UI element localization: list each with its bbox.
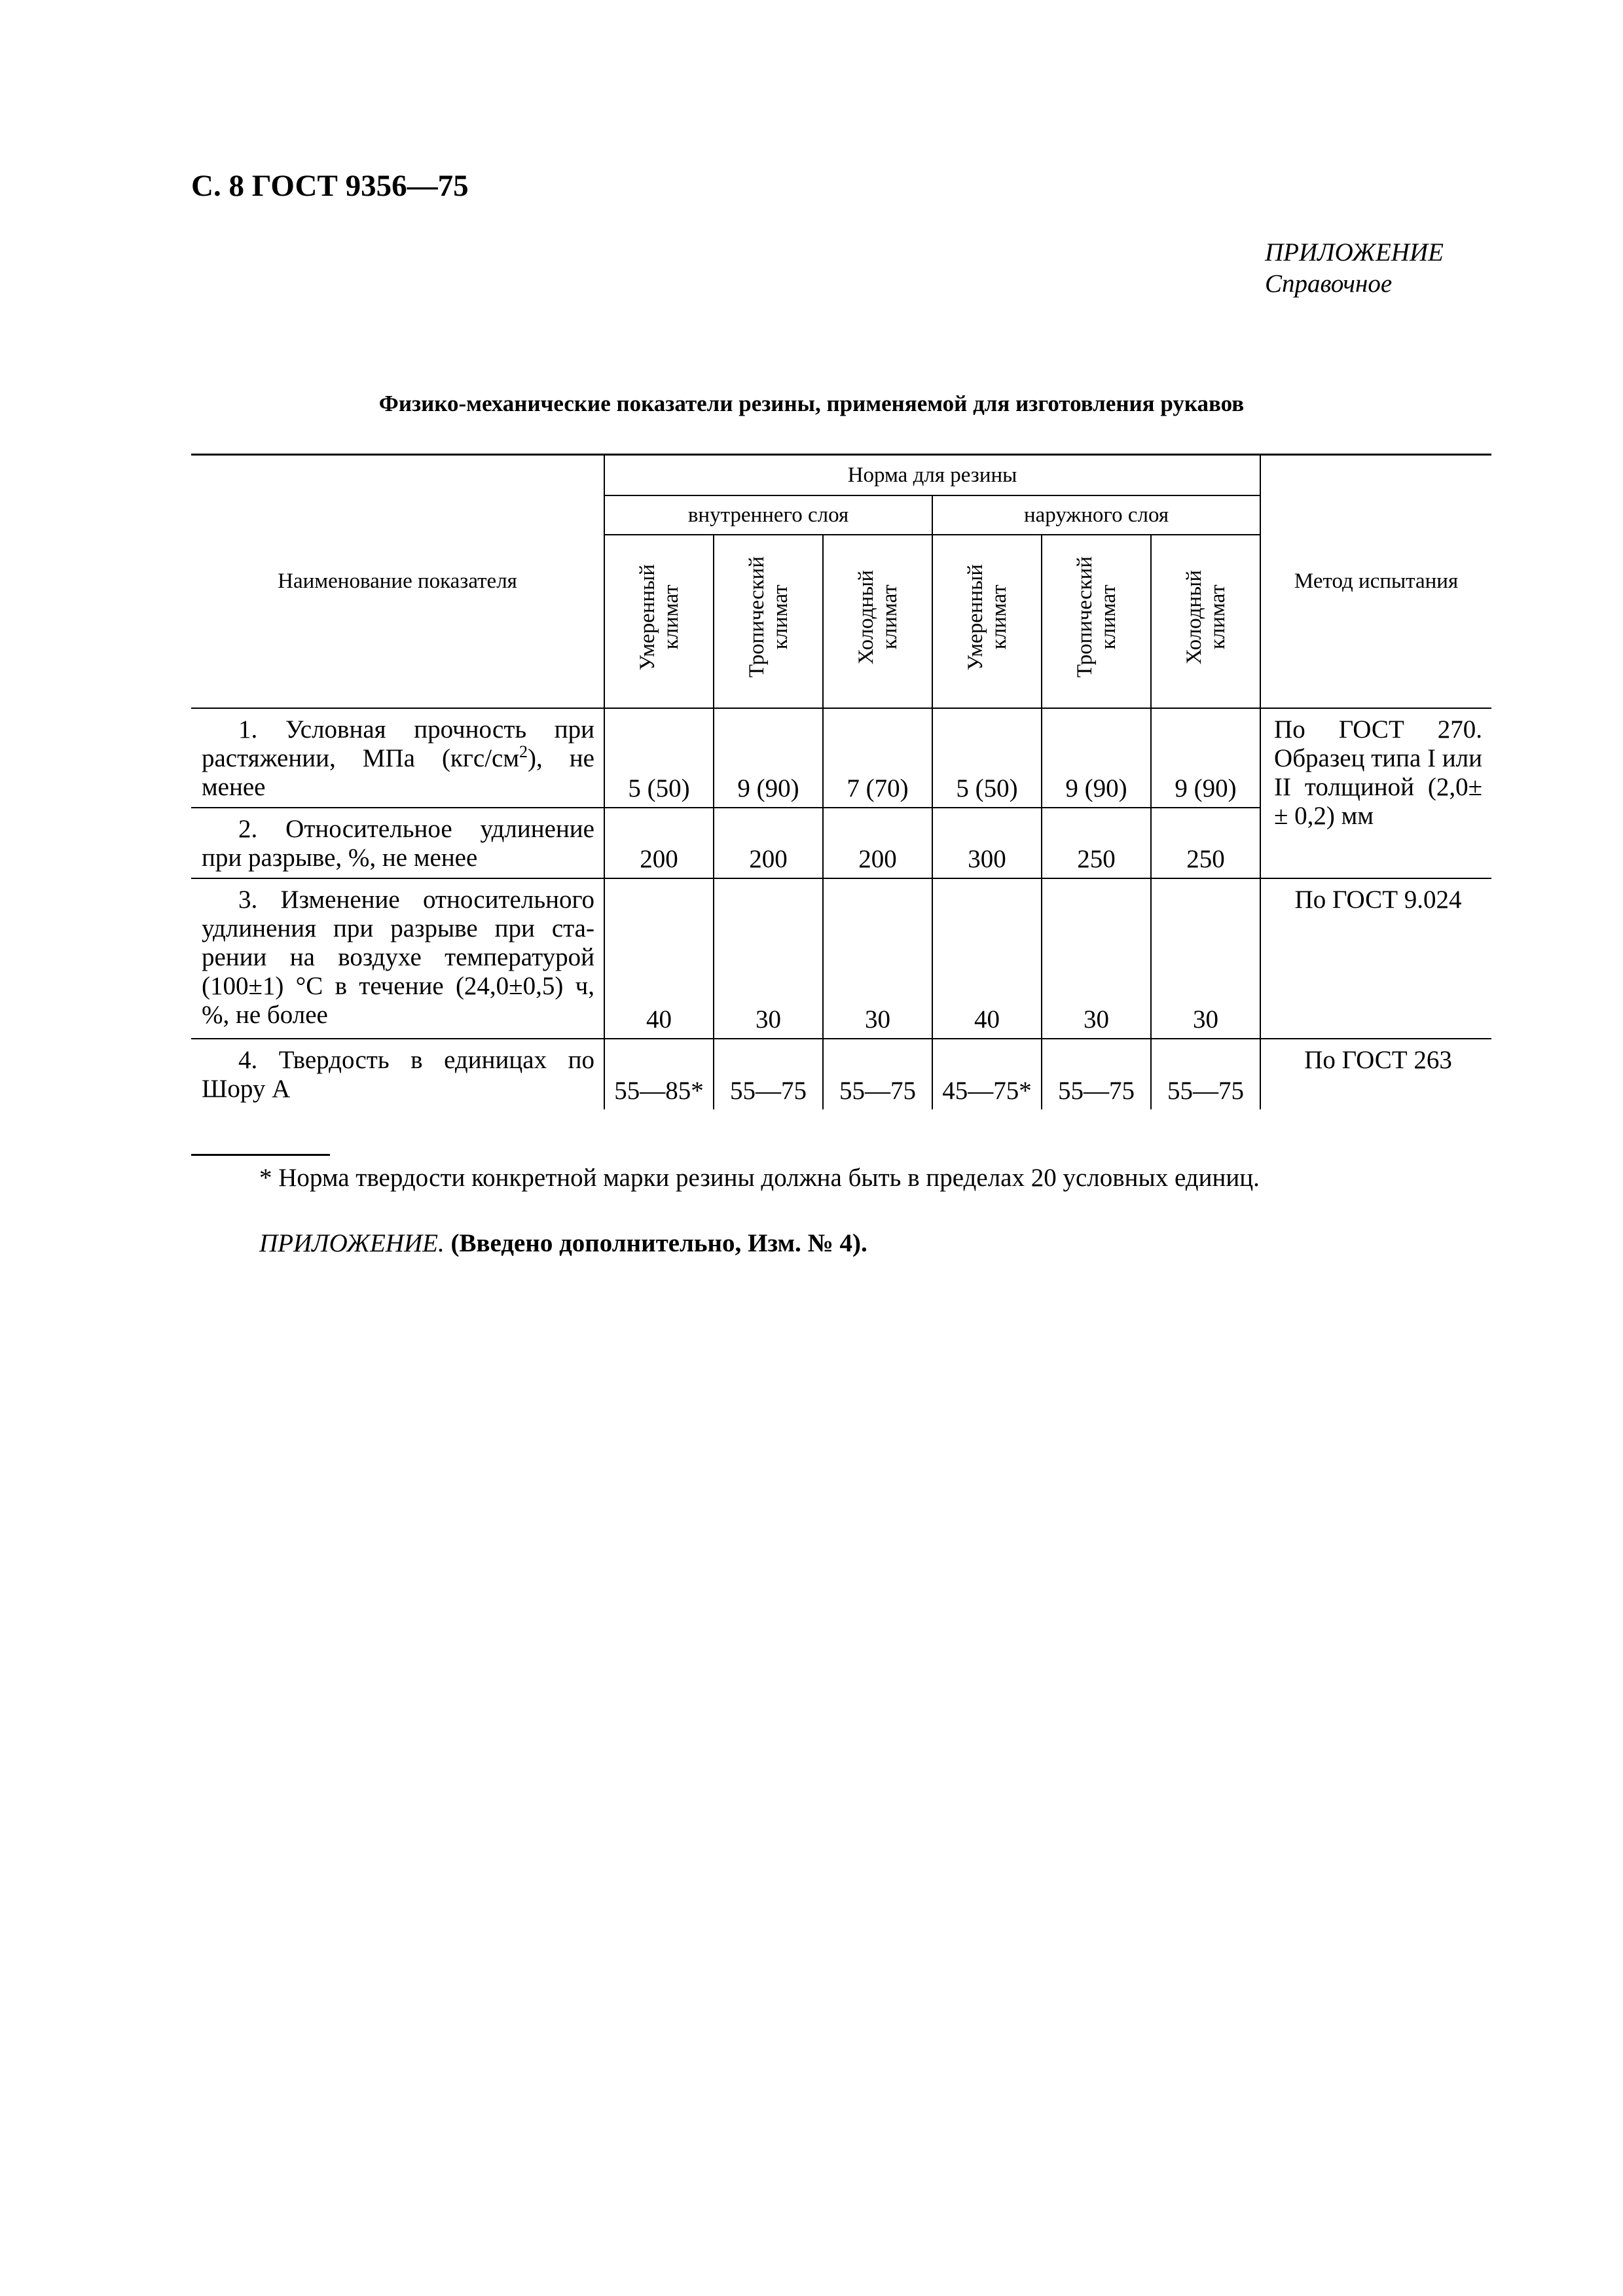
page-header: С. 8 ГОСТ 9356—75 bbox=[191, 169, 469, 203]
header-inner-layer: внутреннего слоя bbox=[604, 495, 932, 535]
table-cell: 40 bbox=[604, 878, 714, 1039]
table-cell: 200 bbox=[714, 808, 823, 878]
table-row bbox=[191, 1039, 1491, 1109]
header-climate-inner-temperate: Умеренный климат bbox=[604, 535, 714, 708]
method-cell: По ГОСТ 263 bbox=[1260, 1039, 1491, 1109]
table-cell: 300 bbox=[932, 808, 1042, 878]
table-cell: 5 (50) bbox=[932, 708, 1042, 808]
appendix-type: Справочное bbox=[1265, 270, 1393, 298]
method-cell: По ГОСТ 9.024 bbox=[1260, 878, 1491, 1039]
table-cell: 7 (70) bbox=[823, 708, 932, 808]
header-climate-inner-tropical: Тропический климат bbox=[714, 535, 823, 708]
amendment-note bbox=[259, 1228, 867, 1259]
table-cell: 250 bbox=[1042, 808, 1151, 878]
header-climate-inner-cold: Холодный климат bbox=[823, 535, 932, 708]
header-climate-outer-temperate: Умеренный климат bbox=[932, 535, 1042, 708]
header-method: Метод испытания bbox=[1260, 455, 1491, 708]
row-name: 1. Условная прочность при растяжении, МПа $(кгс/см^2)$, не менее bbox=[191, 708, 604, 808]
header-name: Наименование показателя bbox=[191, 455, 604, 708]
table-cell: 5 (50) bbox=[604, 708, 714, 808]
appendix-label bbox=[1265, 237, 1444, 300]
table-cell: 200 bbox=[823, 808, 932, 878]
header-norm: Норма для резины bbox=[604, 455, 1260, 495]
amendment-label: ПРИЛОЖЕНИЕ. bbox=[259, 1229, 445, 1257]
method-cell: По ГОСТ 270. Образец типа I или II толщиной (2,0± ± 0,2) мм bbox=[1260, 708, 1491, 878]
header-climate-outer-cold: Холодный климат bbox=[1151, 535, 1260, 708]
table-cell: 9 (90) bbox=[1042, 708, 1151, 808]
header-climate-outer-tropical: Тропический климат bbox=[1042, 535, 1151, 708]
footnote-divider bbox=[191, 1154, 330, 1156]
table-row bbox=[191, 878, 1491, 1039]
table-cell: 55—85* bbox=[604, 1039, 714, 1109]
table-cell: 30 bbox=[1151, 878, 1260, 1039]
table-cell: 40 bbox=[932, 878, 1042, 1039]
rubber-properties-table bbox=[191, 454, 1491, 1109]
table-cell: 55—75 bbox=[1151, 1039, 1260, 1109]
table-cell: 55—75 bbox=[714, 1039, 823, 1109]
table-title: Физико-механические показатели резины, применяемой для изготовления рукавов bbox=[378, 391, 1245, 416]
header-outer-layer: наружного слоя bbox=[932, 495, 1260, 535]
table-cell: 250 bbox=[1151, 808, 1260, 878]
table-cell: 30 bbox=[1042, 878, 1151, 1039]
table-cell: 55—75 bbox=[823, 1039, 932, 1109]
table-row bbox=[191, 708, 1491, 808]
table-cell: 9 (90) bbox=[1151, 708, 1260, 808]
footnote: * Норма твердости конкретной марки резины должна быть в пределах 20 условных единиц. bbox=[259, 1164, 1260, 1192]
table-cell: 55—75 bbox=[1042, 1039, 1151, 1109]
row-name: 4. Твердость в единицах по Шору А bbox=[191, 1039, 604, 1109]
table-cell: 30 bbox=[823, 878, 932, 1039]
amendment-text: (Введено дополнительно, Изм. № 4). bbox=[450, 1229, 867, 1257]
table-cell: 9 (90) bbox=[714, 708, 823, 808]
table-cell: 45—75* bbox=[932, 1039, 1042, 1109]
appendix-title: ПРИЛОЖЕНИЕ bbox=[1265, 238, 1444, 266]
row-name: 2. Относительное удлинение при разрыве, %, не менее bbox=[191, 808, 604, 878]
row-name: 3. Изменение относительного удлинения при разрыве при старении на воздухе температурой (100±1) °С в течение (24,0±0,5) ч, %, не более bbox=[191, 878, 604, 1039]
table-cell: 30 bbox=[714, 878, 823, 1039]
table-cell: 200 bbox=[604, 808, 714, 878]
